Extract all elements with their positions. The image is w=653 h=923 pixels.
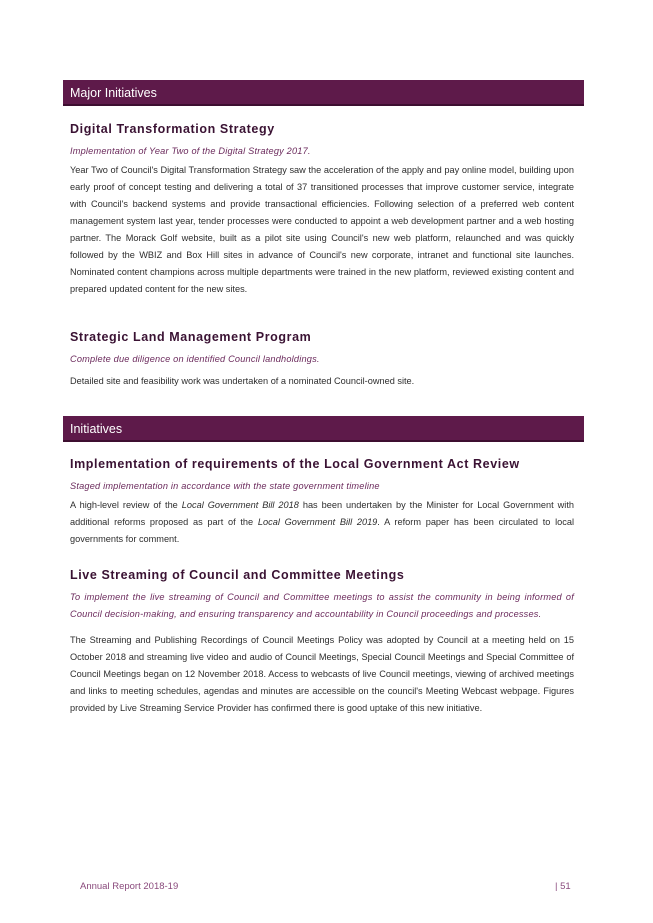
section-subtitle: To implement the live streaming of Council and Committee meetings to assist the community in being informed of Council decision-making, and ensuring transparency and accountability in Council proceedings and processes.	[70, 592, 574, 619]
bill-name: Local Government Bill 2019	[257, 517, 378, 527]
body-text: A high-level review of the	[70, 500, 182, 510]
body-text: . A reform paper has been circulated to local governments for comment.	[70, 517, 574, 544]
footer-page-number: | 51	[555, 881, 571, 892]
section-heading: Live Streaming of Council and Committee Meetings	[70, 568, 405, 582]
section-band-initiatives	[63, 416, 584, 442]
section-body: The Streaming and Publishing Recordings of Council Meetings Policy was adopted by Council at a meeting held on 15 October 2018 and streaming live video and audio of Council Meetings, Special Council Meetings and Special Committee of Council Meetings began on 12 November 2018. Access to webcasts of live Council meetings, viewing of archived meetings and links to meeting schedules, agendas and minutes are accessible on the council's Meeting Webcast webpage. Figures provided by Live Streaming Service Provider has confirmed there is good uptake of this new initiative.	[70, 635, 574, 713]
section-body	[70, 497, 574, 548]
section-subtitle: Implementation of Year Two of the Digital Strategy 2017.	[70, 146, 311, 156]
section-heading: Strategic Land Management Program	[70, 330, 312, 344]
section-heading: Digital Transformation Strategy	[70, 122, 275, 136]
section-subtitle: Complete due diligence on identified Council landholdings.	[70, 354, 320, 364]
lga-review-block	[70, 457, 574, 548]
section-heading: Implementation of requirements of the Local Government Act Review	[70, 457, 520, 471]
section-subtitle: Staged implementation in accordance with the state government timeline	[70, 481, 380, 491]
section-body: Year Two of Council's Digital Transformation Strategy saw the acceleration of the apply and pay online model, building upon early proof of concept testing and delivering a total of 37 transitioned processes that improve customer service, integrate with Council's backend systems and provide transactional efficiencies. Following selection of a preferred web content management system last year, tender processes were conducted to appoint a web development partner and a web hosting partner. The Morack Golf website, built as a pilot site using Council's new web platform, relaunched and was quickly followed by the WBIZ and Box Hill sites in advance of Council's new corporate, intranet and functional site launches. Nominated content champions across multiple departments were trained in the new platform, reviewed existing content and prepared updated content for the new sites.	[70, 165, 574, 294]
bill-name: Local Government Bill 2018	[181, 500, 299, 510]
section-body: Detailed site and feasibility work was undertaken of a nominated Council-owned site.	[70, 376, 415, 386]
digital-transformation-block	[70, 122, 574, 298]
section-title: Major Initiatives	[70, 86, 157, 100]
footer-report-title: Annual Report 2018-19	[80, 881, 179, 892]
section-title: Initiatives	[70, 422, 123, 436]
strategic-land-block	[70, 330, 574, 390]
section-band-major-initiatives	[63, 80, 584, 106]
live-streaming-block	[70, 568, 574, 717]
body-text: has been undertaken by the Minister for Local Government with additional reforms proposed as part of the	[70, 500, 574, 527]
